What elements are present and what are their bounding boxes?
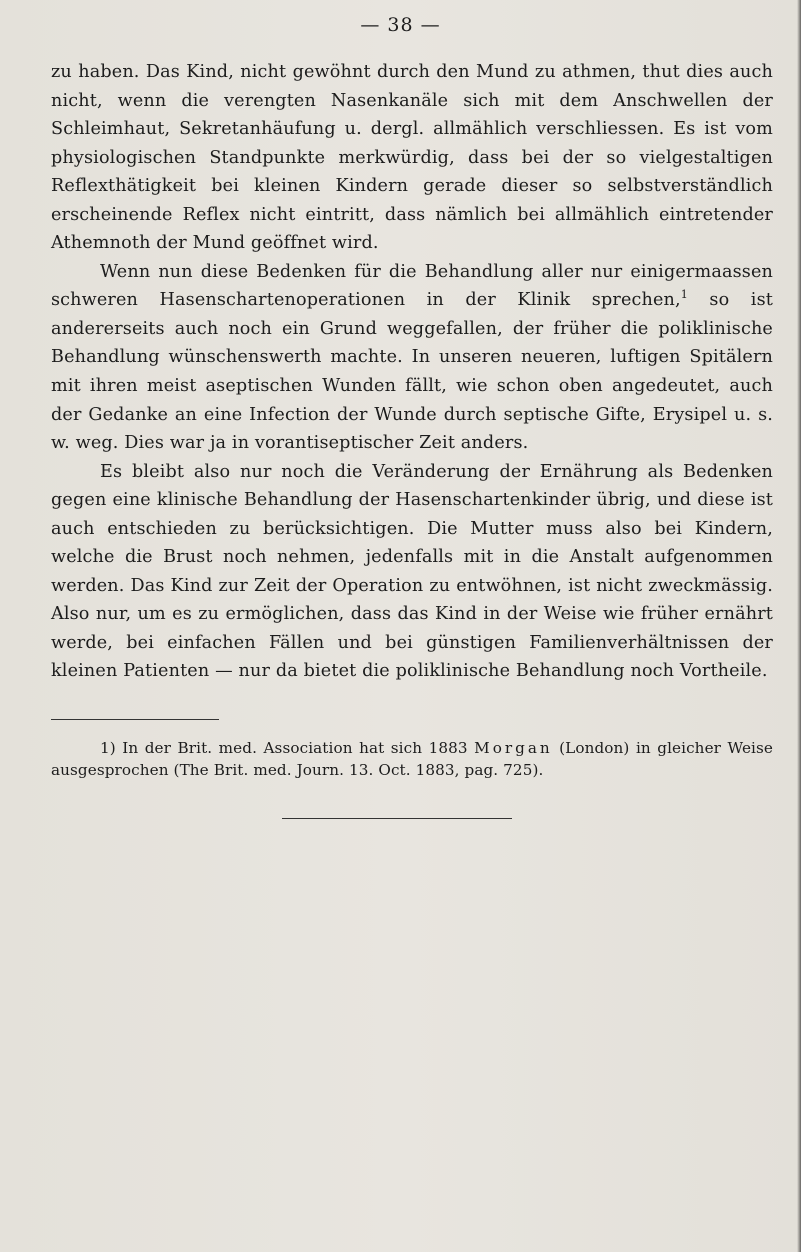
footnote-text-a: In der Brit. med. Association hat sich 1883 [115,739,475,757]
footnote-text-b: (London) in gleicher Weise ausgesprochen (The Brit. med. Journ. 13. Oct. 1883, pag. 725). [51,739,773,779]
footnote-divider [51,719,219,720]
paragraph-2-text-b: so ist andererseits auch noch ein Grund weggefallen, der früher die poliklinische Behandlung wünschenswerth machte. In unseren neueren, luftigen Spitälern mit ihren meist aseptischen Wunden fällt, wie schon oben angedeutet, auch der Gedanke an eine Infection der Wunde durch septische Gifte, Erysipel u. s. w. weg. Dies war ja in vorantiseptischer Zeit anders. [51,290,773,454]
footnote-reference: 1 [680,288,688,302]
section-end-rule [282,818,512,819]
footnote-author-name: Morgan [474,739,553,757]
paragraph-1: zu haben. Das Kind, nicht gewöhnt durch den Mund zu athmen, thut dies auch nicht, wenn die verengten Nasenkanäle sich mit dem Anschwellen der Schleimhaut, Sekretanhäufung u. dergl. allmählich verschliessen. Es ist vom physiologischen Standpunkte merkwürdig, dass bei der so vielgestaltigen Reflexthätigkeit bei kleinen Kindern gerade dieser so selbstverständlich erscheinende Reflex nicht eintritt, dass nämlich bei allmählich eintretender Athemnoth der Mund geöffnet wird. [51,62,773,254]
page-number-header: — 38 — [360,14,441,36]
footnote-marker: 1) [100,739,116,757]
page-edge-shadow [797,0,801,1252]
main-text [51,58,773,686]
paragraph-3: Es bleibt also nur noch die Veränderung der Ernährung als Bedenken gegen eine klinische Behandlung der Hasenschartenkinder übrig, und diese ist auch entschieden zu berücksichtigen. Die Mutter muss also bei Kindern, welche die Brust noch nehmen, jedenfalls mit in die Anstalt aufgenommen werden. Das Kind zur Zeit der Operation zu entwöhnen, ist nicht zweckmässig. Also nur, um es zu ermöglichen, dass das Kind in der Weise wie früher ernährt werde, bei einfachen Fällen und bei günstigen Familienverhältnissen der kleinen Patienten — nur da bietet die poliklinische Behandlung noch Vortheile. [51,461,773,682]
paragraph-2 [51,258,773,458]
paragraph-2-text-a: Wenn nun diese Bedenken für die Behandlung aller nur einigermaassen schweren Hasenschartenoperationen in der Klinik sprechen, [51,261,773,311]
footnote [51,737,773,781]
